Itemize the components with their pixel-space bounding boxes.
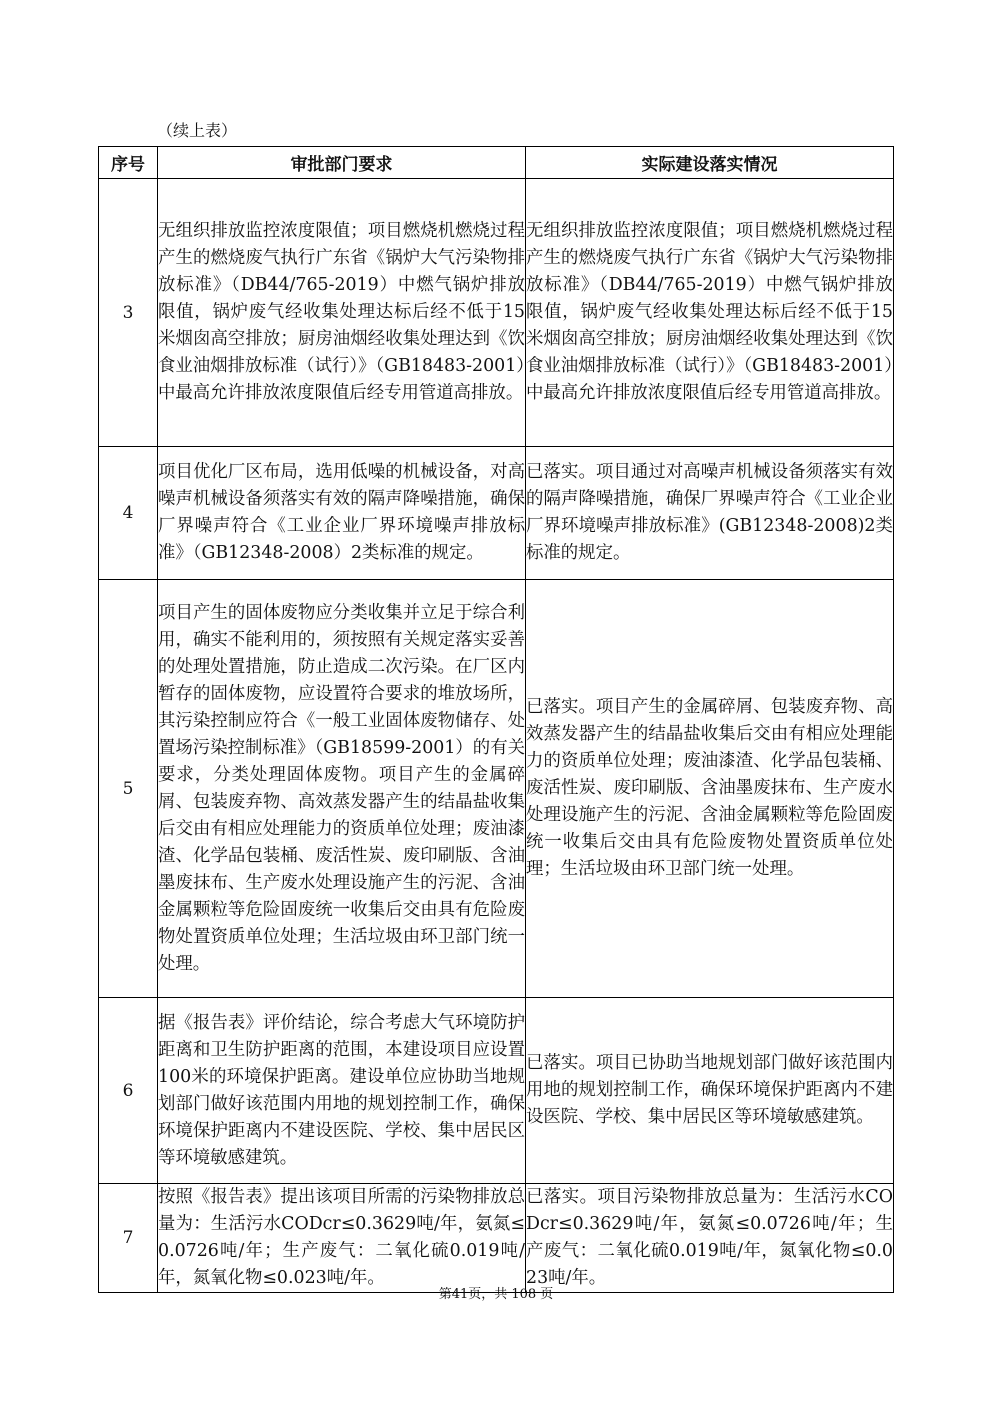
- approval-table: [98, 146, 894, 1293]
- continued-label: （续上表）: [157, 121, 238, 140]
- implementation-cell: 已落实。项目已协助当地规划部门做好该范围内用地的规划控制工作，确保环境保护距离内不建设医院、学校、集中居民区等环境敏感建筑。: [526, 998, 894, 1184]
- header-implementation: 实际建设落实情况: [526, 147, 894, 179]
- row-number: 3: [99, 179, 158, 447]
- implementation-cell: 已落实。项目污染物排放总量为：生活污水CODcr≤0.3629吨/年，氨氮≤0.0726吨/年；生产废气：二氧化硫0.019吨/年，氮氧化物≤0.023吨/年。: [526, 1184, 894, 1293]
- requirement-cell: 按照《报告表》提出该项目所需的污染物排放总量为：生活污水CODcr≤0.3629吨/年，氨氮≤0.0726吨/年；生产废气：二氧化硫0.019吨/年，氮氧化物≤0.023吨/年。: [158, 1184, 526, 1293]
- implementation-cell: 已落实。项目通过对高噪声机械设备须落实有效的隔声降噪措施，确保厂界噪声符合《工业企业厂界环境噪声排放标准》(GB12348-2008)2类标准的规定。: [526, 447, 894, 580]
- page-footer: 第41页，共 108 页: [438, 1287, 554, 1302]
- table-row: [99, 580, 894, 998]
- implementation-cell: 无组织排放监控浓度限值；项目燃烧机燃烧过程产生的燃烧废气执行广东省《锅炉大气污染物排放标准》（DB44/765-2019）中燃气锅炉排放限值，锅炉废气经收集处理达标后经不低于15米烟囱高空排放；厨房油烟经收集处理达到《饮食业油烟排放标准（试行）》（GB18483-2001）中最高允许排放浓度限值后经专用管道高排放。: [526, 179, 894, 447]
- requirement-cell: 据《报告表》评价结论，综合考虑大气环境防护距离和卫生防护距离的范围，本建设项目应设置100米的环境保护距离。建设单位应协助当地规划部门做好该范围内用地的规划控制工作，确保环境保护距离内不建设医院、学校、集中居民区等环境敏感建筑。: [158, 998, 526, 1184]
- row-number: 5: [99, 580, 158, 998]
- header-requirement: 审批部门要求: [158, 147, 526, 179]
- requirement-cell: 项目优化厂区布局，选用低噪的机械设备，对高噪声机械设备须落实有效的隔声降噪措施，确保厂界噪声符合《工业企业厂界环境噪声排放标准》（GB12348-2008）2类标准的规定。: [158, 447, 526, 580]
- implementation-cell: 已落实。项目产生的金属碎屑、包装废弃物、高效蒸发器产生的结晶盐收集后交由有相应处理能力的资质单位处理；废油漆渣、化学品包装桶、废活性炭、废印刷版、含油墨废抹布、生产废水处理设施产生的污泥、含油金属颗粒等危险固废统一收集后交由具有危险废物处置资质单位处理；生活垃圾由环卫部门统一处理。: [526, 580, 894, 998]
- row-number: 4: [99, 447, 158, 580]
- table-row: [99, 179, 894, 447]
- requirement-cell: 项目产生的固体废物应分类收集并立足于综合利用，确实不能利用的，须按照有关规定落实妥善的处理处置措施，防止造成二次污染。在厂区内暂存的固体废物，应设置符合要求的堆放场所，其污染控制应符合《一般工业固体废物储存、处置场污染控制标准》（GB18599-2001）的有关要求，分类处理固体废物。项目产生的金属碎屑、包装废弃物、高效蒸发器产生的结晶盐收集后交由有相应处理能力的资质单位处理；废油漆渣、化学品包装桶、废活性炭、废印刷版、含油墨废抹布、生产废水处理设施产生的污泥、含油金属颗粒等危险固废统一收集后交由具有危险废物处置资质单位处理；生活垃圾由环卫部门统一处理。: [158, 580, 526, 998]
- requirement-cell: 无组织排放监控浓度限值；项目燃烧机燃烧过程产生的燃烧废气执行广东省《锅炉大气污染物排放标准》（DB44/765-2019）中燃气锅炉排放限值，锅炉废气经收集处理达标后经不低于15米烟囱高空排放；厨房油烟经收集处理达到《饮食业油烟排放标准（试行）》（GB18483-2001）中最高允许排放浓度限值后经专用管道高排放。: [158, 179, 526, 447]
- table-header-row: [99, 147, 894, 179]
- row-number: 7: [99, 1184, 158, 1293]
- header-no: 序号: [99, 147, 158, 179]
- row-number: 6: [99, 998, 158, 1184]
- table-row: [99, 447, 894, 580]
- table-row: [99, 998, 894, 1184]
- table-row: [99, 1184, 894, 1293]
